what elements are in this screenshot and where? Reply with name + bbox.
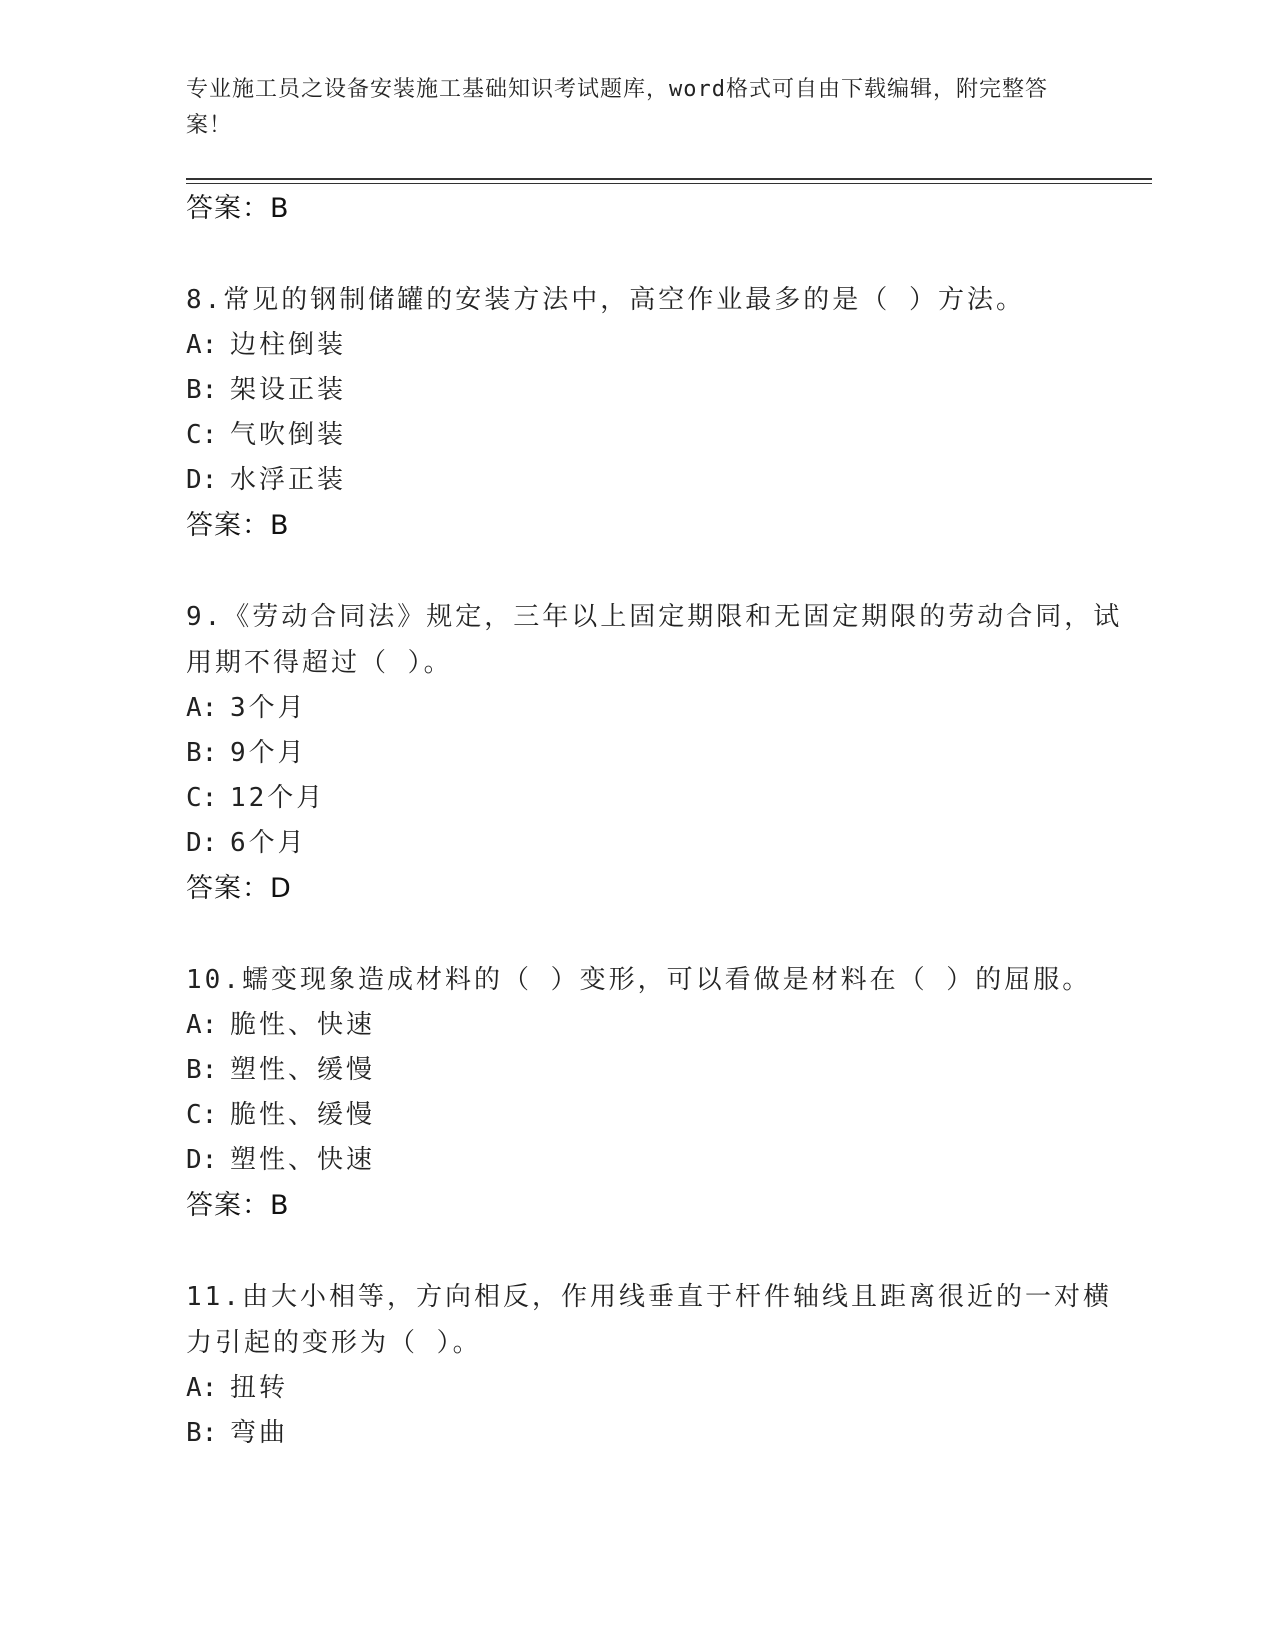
answer-option bbox=[186, 323, 1136, 368]
option-text: 9个月 bbox=[230, 738, 307, 768]
option-text: 气吹倒装 bbox=[230, 420, 347, 450]
option-key: D: bbox=[186, 828, 218, 858]
answer-option bbox=[186, 731, 1136, 776]
option-text: 脆性、缓慢 bbox=[230, 1100, 376, 1130]
question-stem: 9.《劳动合同法》规定，三年以上固定期限和无固定期限的劳动合同，试用期不得超过（ ）。 bbox=[186, 602, 1123, 678]
answer-option bbox=[186, 686, 1136, 731]
option-text: 塑性、缓慢 bbox=[230, 1055, 376, 1085]
answer-line: 答案：B bbox=[186, 193, 290, 224]
document-header: 专业施工员之设备安装施工基础知识考试题库，word格式可自由下载编辑，附完整答案！ bbox=[186, 77, 1048, 138]
option-text: 脆性、快速 bbox=[230, 1010, 376, 1040]
option-key: C: bbox=[186, 420, 218, 450]
option-key: A: bbox=[186, 1373, 218, 1403]
option-key: B: bbox=[186, 1055, 218, 1085]
question-stem: 11.由大小相等，方向相反，作用线垂直于杆件轴线且距离很近的一对横力引起的变形为（ ）。 bbox=[186, 1282, 1112, 1358]
option-text: 边柱倒装 bbox=[230, 330, 347, 360]
option-key: B: bbox=[186, 375, 218, 405]
answer-option bbox=[186, 1366, 1136, 1411]
answer-option bbox=[186, 368, 1136, 413]
option-key: B: bbox=[186, 738, 218, 768]
answer-option bbox=[186, 1003, 1136, 1048]
option-key: B: bbox=[186, 1418, 218, 1448]
header-rule-thick bbox=[186, 178, 1152, 180]
question-block bbox=[186, 277, 1136, 549]
answer-line: 答案：B bbox=[186, 510, 290, 541]
option-text: 弯曲 bbox=[230, 1418, 289, 1448]
question-block bbox=[186, 1274, 1136, 1456]
option-text: 6个月 bbox=[230, 828, 307, 858]
answer-option bbox=[186, 821, 1136, 866]
option-text: 塑性、快速 bbox=[230, 1145, 376, 1175]
answer-option bbox=[186, 776, 1136, 821]
option-key: D: bbox=[186, 1145, 218, 1175]
option-text: 扭转 bbox=[230, 1373, 289, 1403]
answer-option bbox=[186, 1093, 1136, 1138]
option-text: 3个月 bbox=[230, 693, 307, 723]
question-stem: 8.常见的钢制储罐的安装方法中，高空作业最多的是（ ）方法。 bbox=[186, 285, 1025, 315]
answer-line: 答案：D bbox=[186, 873, 292, 904]
option-text: 架设正装 bbox=[230, 375, 347, 405]
option-key: D: bbox=[186, 465, 218, 495]
header-rule-thin bbox=[186, 183, 1152, 184]
option-key: A: bbox=[186, 693, 218, 723]
answer-option bbox=[186, 413, 1136, 458]
question-stem: 10.蠕变现象造成材料的（ ）变形，可以看做是材料在（ ）的屈服。 bbox=[186, 965, 1092, 995]
answer-option bbox=[186, 1138, 1136, 1183]
option-text: 12个月 bbox=[230, 783, 326, 813]
option-key: A: bbox=[186, 330, 218, 360]
question-block bbox=[186, 594, 1136, 912]
option-key: C: bbox=[186, 1100, 218, 1130]
option-text: 水浮正装 bbox=[230, 465, 347, 495]
answer-option bbox=[186, 1048, 1136, 1093]
answer-option bbox=[186, 1411, 1136, 1456]
option-key: A: bbox=[186, 1010, 218, 1040]
question-block bbox=[186, 957, 1136, 1229]
question-list bbox=[186, 277, 1136, 1456]
option-key: C: bbox=[186, 783, 218, 813]
document-body bbox=[186, 186, 1136, 1456]
answer-option bbox=[186, 458, 1136, 503]
answer-line: 答案：B bbox=[186, 1190, 290, 1221]
